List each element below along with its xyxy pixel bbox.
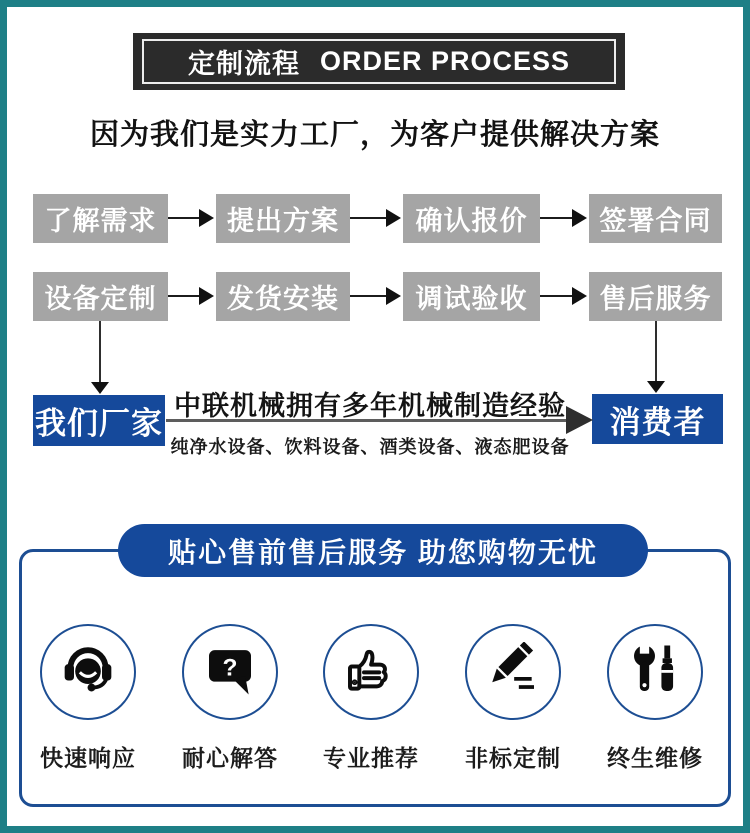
service-banner-text: 贴心售前售后服务 助您购物无忧 [168, 536, 598, 568]
flow-step-after-sales: 售后服务 [589, 272, 722, 321]
service-circle [323, 624, 419, 720]
arrow-right-icon [168, 280, 214, 312]
flow-step-understand-needs: 了解需求 [33, 194, 168, 243]
section-title-inner-border [142, 39, 616, 84]
flow-step-sign-contract: 签署合同 [589, 194, 722, 243]
arrow-right-icon [350, 280, 401, 312]
service-label: 耐心解答 [182, 745, 278, 771]
flow-step-propose-plan: 提出方案 [216, 194, 350, 243]
flow-step-confirm-quote: 确认报价 [403, 194, 540, 243]
service-circle [465, 624, 561, 720]
flow-step-ship-install: 发货安装 [216, 272, 350, 321]
flow-step-equipment-custom: 设备定制 [33, 272, 168, 321]
arrow-right-icon [540, 280, 587, 312]
service-circle [607, 624, 703, 720]
section-title-zh: 定制流程 [187, 49, 300, 79]
service-circle [40, 624, 136, 720]
service-label: 快速响应 [40, 745, 136, 771]
thumbs-up-icon [343, 642, 399, 703]
pencil-icon [485, 642, 541, 703]
tools-icon [627, 642, 683, 703]
headset-agent-icon [60, 642, 116, 703]
experience-heading: 中联机械拥有多年机械制造经验 [174, 391, 566, 421]
arrow-right-icon [350, 202, 401, 234]
frame-edge-top [0, 0, 750, 7]
svg-text:?: ? [222, 653, 238, 681]
products-list-text: 纯净水设备、饮料设备、酒类设备、液态肥设备 [170, 437, 570, 457]
service-banner-pill [118, 524, 648, 577]
service-label: 终生维修 [607, 745, 703, 771]
arrow-right-icon [540, 202, 587, 234]
arrow-right-icon [168, 202, 214, 234]
question-bubble-icon [202, 642, 258, 703]
section-title-banner [133, 33, 625, 90]
factory-box: 我们厂家 [33, 395, 165, 446]
service-circle [182, 624, 278, 720]
flow-step-test-accept: 调试验收 [403, 272, 540, 321]
arrow-down-icon [89, 321, 111, 394]
frame-edge-bottom [0, 826, 750, 833]
arrow-down-icon [645, 321, 667, 393]
section-title-en: ORDER PROCESS [319, 46, 571, 76]
service-label: 非标定制 [465, 745, 561, 771]
service-label: 专业推荐 [323, 745, 419, 771]
consumer-box: 消费者 [592, 394, 723, 444]
factory-subtitle: 因为我们是实力工厂，为客户提供解决方案 [89, 119, 660, 151]
